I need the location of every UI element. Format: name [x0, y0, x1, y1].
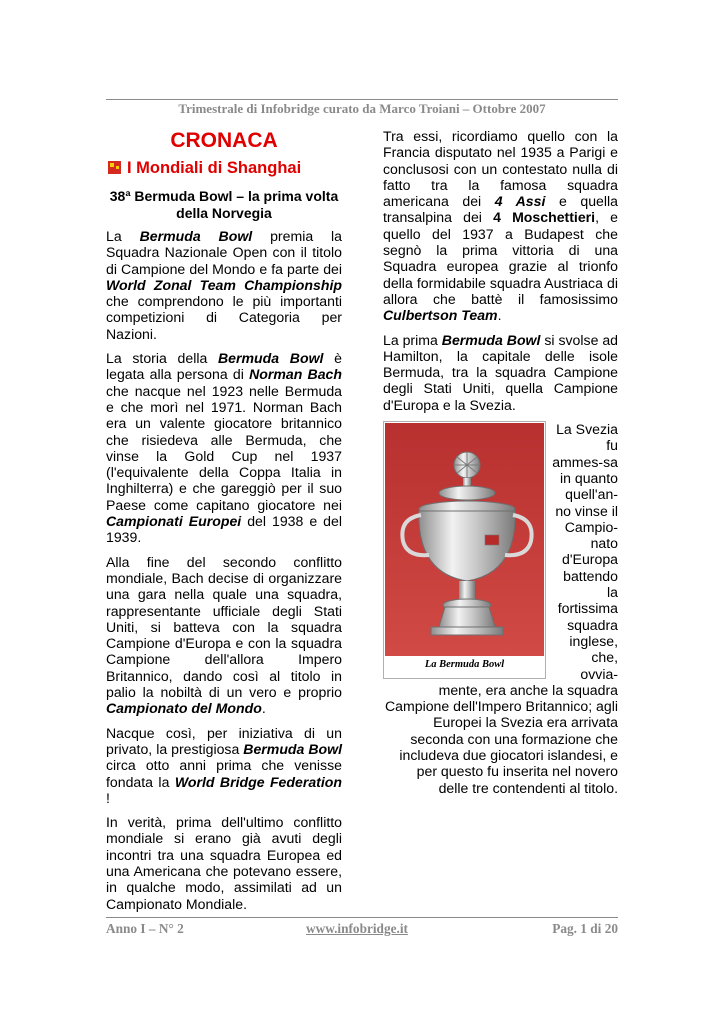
left-column	[106, 128, 342, 920]
article-headline: 38ª Bermuda Bowl – la prima volta della Norvegia	[109, 188, 339, 221]
paragraph-4	[106, 725, 342, 806]
article-subtitle	[106, 158, 342, 178]
text-run: La prima	[383, 331, 442, 348]
header-rule	[106, 99, 618, 100]
text-run: Tra essi, ricordiamo quello con la Francia disputato nel 1935 a Parigi e conclusosi con un contestato nulla di fatto tra la famosa squadra americana dei	[383, 128, 618, 210]
text-run: .	[497, 307, 502, 324]
text-run: che comprendono le più importanti competizioni di Categoria per Nazioni.	[106, 293, 342, 342]
text-run: del 1938 e del 1939.	[106, 513, 342, 546]
bold-italic-run: 4 Assi	[494, 193, 546, 210]
text-run: che nacque nel 1923 nelle Bermuda e che morì nel 1971. Norman Bach era un valente giocatore britannico che risiedeva alle Bermuda, che vinse la Gold Cup nel 1937 (l'equivalente della Coppa Italia in Inghilterra) e che gareggiò per il suo Paese come capitano giocatore nei	[106, 382, 342, 513]
text-run: premia la Squadra Nazionale Open con il titolo di Campione del Mondo e fa parte dei	[106, 228, 343, 277]
text-run: e quella transalpina dei	[383, 193, 618, 226]
bold-italic-run: Campionati Europei	[106, 513, 242, 530]
bold-italic-run: World Bridge Federation	[174, 773, 342, 790]
figure-caption: La Bermuda Bowl	[424, 659, 505, 671]
text-run: La storia della	[106, 350, 218, 367]
paragraph-7	[383, 332, 618, 413]
footer-issue: Anno I – N° 2	[106, 921, 184, 936]
bold-italic-run: World Zonal Team Championship	[106, 276, 342, 293]
footer-rule	[106, 917, 618, 918]
china-flag-icon	[108, 161, 121, 174]
footer-website-link[interactable]: www.infobridge.it	[306, 921, 408, 936]
bold-italic-run: Bermuda Bowl	[218, 350, 324, 367]
text-run: Alla fine del secondo conflitto mondiale, Bach decise di organizzare una gara nella quale una squadra, rappresentante ufficiale degli Stati Uniti, si batteva con la squadra Campione d'Europa e con la squadra Campione dell'allora Impero Britannico, dando così al titolo in palio la nobiltà di un vero e proprio	[106, 553, 342, 701]
text-run: , e quello del 1937 a Budapest che segnò la prima vittoria di una Squadra europea grazie al trionfo della formidabile squadra Austriaca di allora che battè il famosissimo	[383, 209, 619, 307]
right-column	[383, 128, 618, 804]
subtitle-text: I Mondiali di Shanghai	[127, 159, 302, 177]
running-header: Trimestrale di Infobridge curato da Marco Troiani – Ottobre 2007	[178, 101, 546, 116]
bold-italic-run: Campionato del Mondo	[106, 700, 262, 717]
text-run: è legata alla persona di	[106, 350, 342, 383]
text-run: La	[106, 228, 140, 244]
trophy-figure	[383, 421, 546, 679]
bold-italic-run: Bermuda Bowl	[139, 228, 253, 244]
paragraph-5: In verità, prima dell'ultimo conflitto mondiale si erano già avuti degli incontri tra una squadra Europea ed una Americana che potevano essere, in qualche modo, assimilati ad un Campionato Mondiale.	[106, 814, 342, 912]
text-run: .	[261, 700, 266, 717]
text-run: Nacque così, per iniziativa di un privato, la prestigiosa	[106, 724, 342, 757]
paragraph-1	[106, 228, 342, 342]
bold-italic-run: Bermuda Bowl	[441, 331, 541, 348]
footer-page-number: Pag. 1 di 20	[552, 921, 618, 936]
bold-italic-run: Norman Bach	[249, 366, 342, 383]
section-title: CRONACA	[170, 129, 278, 152]
bold-italic-run: Bermuda Bowl	[243, 740, 343, 757]
bold-italic-run: Culbertson Team	[383, 307, 498, 324]
paragraph-2	[106, 350, 342, 546]
text-run: circa otto anni prima che venisse fondata la	[106, 757, 342, 790]
bold-run: 4 Moschettieri	[493, 209, 596, 226]
paragraph-6	[383, 128, 618, 324]
text-run: !	[106, 789, 110, 806]
paragraph-3	[106, 554, 342, 717]
text-run: si svolse ad Hamilton, la capitale delle isole Bermuda, tra la squadra Campione degli Stati Uniti, quella Campione d'Europa e la Svezia.	[383, 331, 619, 413]
trophy-cup-icon	[385, 423, 544, 656]
trophy-photo	[385, 423, 544, 656]
paragraph-8: La Svezia fu ammes-sa in quanto quell'an-no vinse il Campio-nato d'Europa battendo la fortissima squadra inglese, che, ovvia-mente, era anche la squadra Campione dell'Impero Britannico; agli Europei la Svezia era arrivata seconda con una formazione che includeva due giocatori islandesi, e per questo fu inserita nel novero delle tre contendenti al titolo.	[384, 421, 618, 796]
